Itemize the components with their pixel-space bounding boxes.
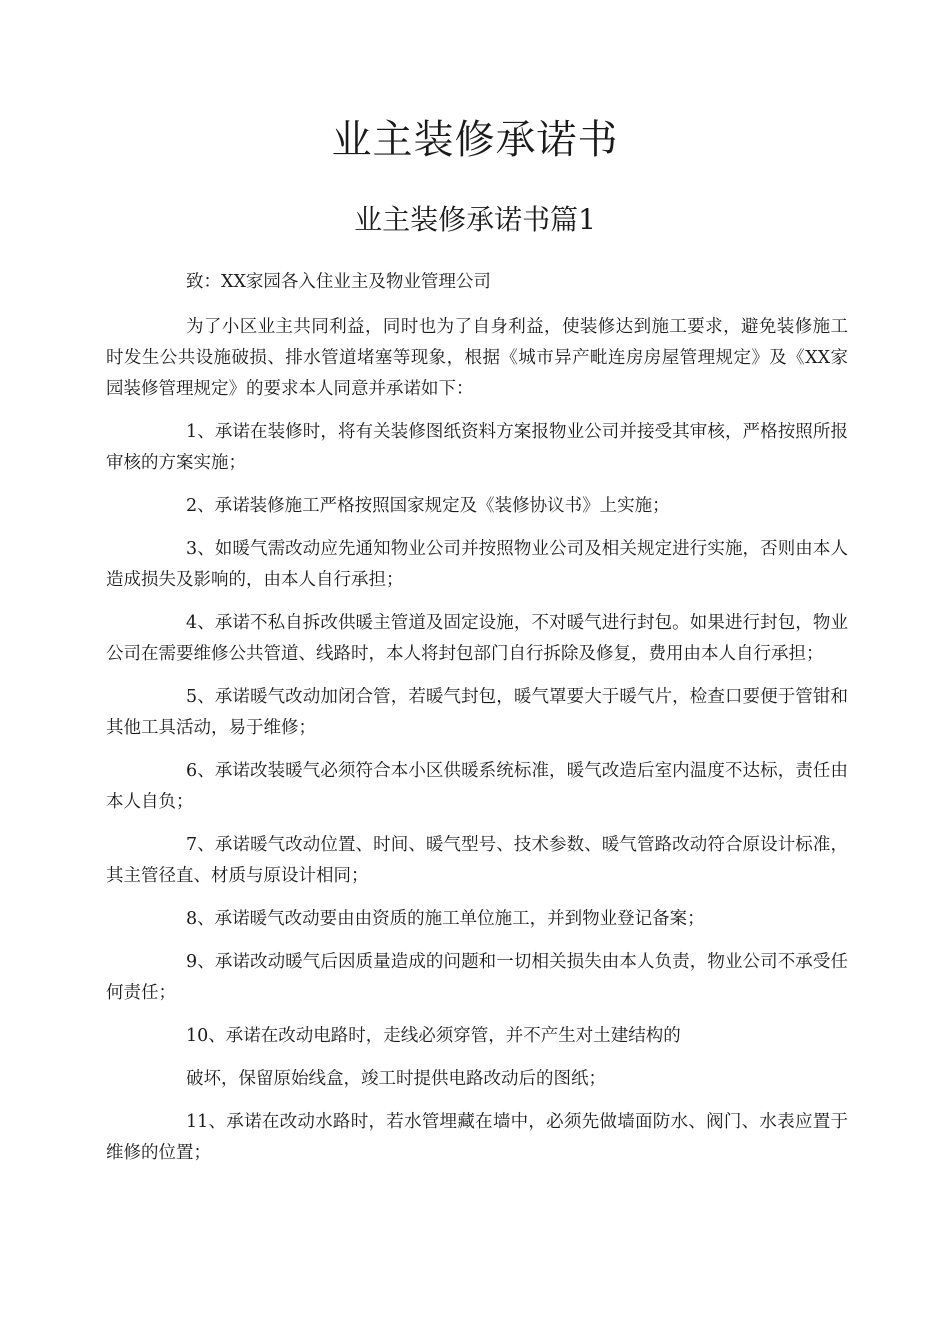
commitment-item-10-continued: 破坏，保留原始线盒，竣工时提供电路改动后的图纸； bbox=[186, 1069, 606, 1089]
commitment-item-7: 7、承诺暖气改动位置、时间、暖气型号、技术参数、暖气管路改动符合原设计标准，其主管径直、材质与原设计相同； bbox=[106, 835, 848, 886]
commitment-item-6: 6、承诺改装暖气必须符合本小区供暖系统标准，暖气改造后室内温度不达标，责任由本人自负； bbox=[106, 761, 848, 812]
commitment-item-9: 9、承诺改动暖气后因质量造成的问题和一切相关损失由本人负责，物业公司不承受任何责任； bbox=[106, 952, 848, 1003]
document-body bbox=[106, 267, 848, 1181]
commitment-item-5: 5、承诺暖气改动加闭合管，若暖气封包，暖气罩要大于暖气片，检查口要便于管钳和其他工具活动，易于维修； bbox=[106, 687, 848, 738]
commitment-item-3: 3、如暖气需改动应先通知物业公司并按照物业公司及相关规定进行实施，否则由本人造成损失及影响的，由本人自行承担； bbox=[106, 539, 848, 590]
commitment-item-1: 1、承诺在装修时，将有关装修图纸资料方案报物业公司并接受其审核，严格按照所报审核的方案实施； bbox=[106, 422, 848, 473]
commitment-item-11: 11、承诺在改动水路时，若水管埋藏在墙中，必须先做墙面防水、阀门、水表应置于维修的位置； bbox=[106, 1112, 848, 1163]
section-title: 业主装修承诺书篇1 bbox=[354, 203, 596, 236]
document-title: 业主装修承诺书 bbox=[331, 117, 619, 163]
commitment-item-2: 2、承诺装修施工严格按照国家规定及《装修协议书》上实施； bbox=[186, 496, 670, 516]
intro-paragraph: 为了小区业主共同利益，同时也为了自身利益，使装修达到施工要求，避免装修施工时发生公共设施破损、排水管道堵塞等现象，根据《城市异产毗连房房屋管理规定》及《XX家园装修管理规定》的要求本人同意并承诺如下： bbox=[106, 317, 848, 399]
commitment-item-8: 8、承诺暖气改动要由由资质的施工单位施工，并到物业登记备案； bbox=[186, 909, 705, 929]
commitment-item-10: 10、承诺在改动电路时，走线必须穿管，并不产生对土建结构的 bbox=[186, 1026, 681, 1046]
commitment-item-4: 4、承诺不私自拆改供暖主管道及固定设施，不对暖气进行封包。如果进行封包，物业公司在需要维修公共管道、线路时，本人将封包部门自行拆除及修复，费用由本人自行承担； bbox=[106, 613, 848, 664]
salutation: 致：XX家园各入住业主及物业管理公司 bbox=[186, 272, 491, 292]
